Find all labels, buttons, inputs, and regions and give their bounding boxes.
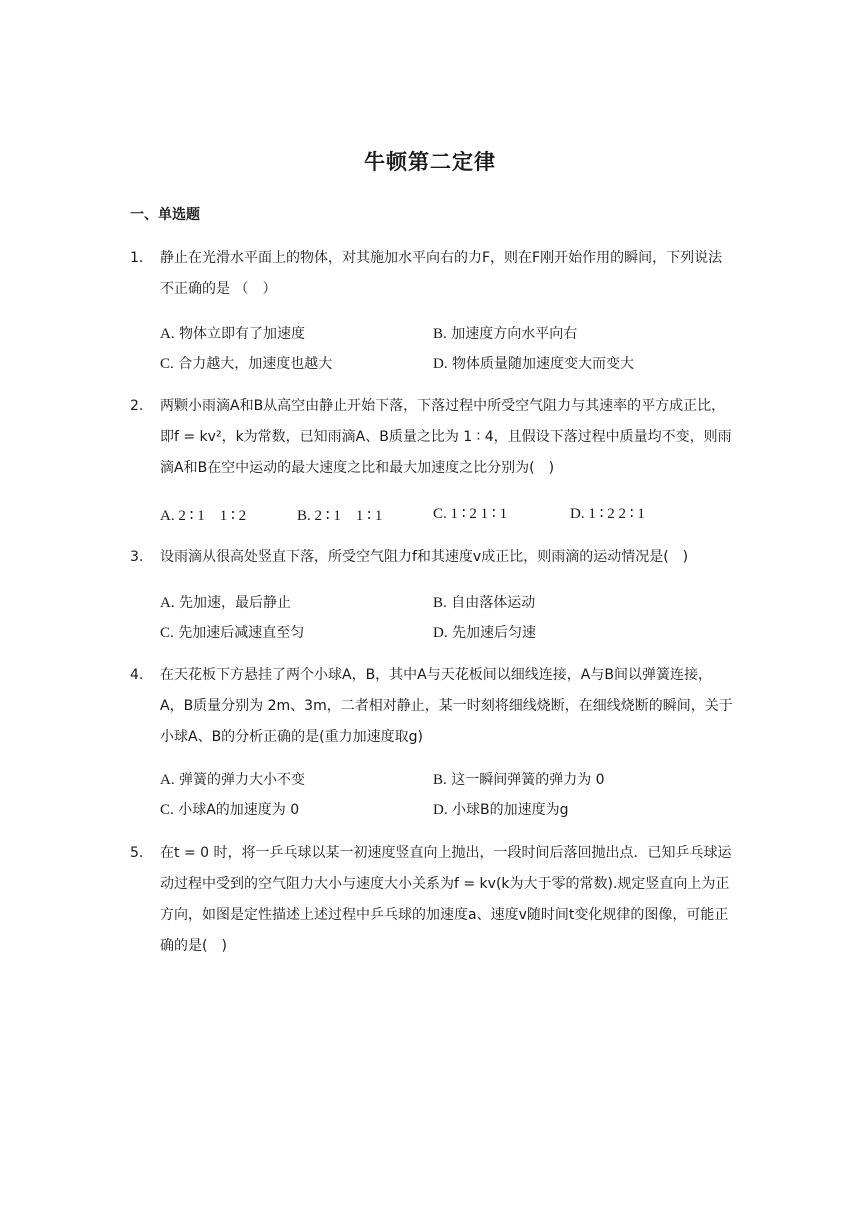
option-a[interactable] xyxy=(160,504,246,525)
question-number: 2. xyxy=(130,398,144,414)
option-key: D. xyxy=(433,802,448,818)
option-b[interactable] xyxy=(433,323,577,343)
question-text: 在t = 0 时，将一乒乓球以某一初速度竖直向上抛出，一段时间后落回抛出点．已知乒乓球运动过程中受到的空气阻力大小与速度大小关系为f = kv(k为大于零的常数).规定竖直向上为正方向，如图是定性描述上述过程中乒乓球的加速度a、速度v随时间t变化规律的图像，可能正确的是( ) xyxy=(160,845,732,954)
option-key: C. xyxy=(433,506,447,522)
option-b[interactable] xyxy=(433,769,605,789)
option-key: A. xyxy=(160,595,175,611)
option-b[interactable] xyxy=(433,592,535,612)
option-key: C. xyxy=(160,356,174,372)
option-d[interactable] xyxy=(570,504,645,523)
question-text: 两颗小雨滴A和B从高空由静止开始下落，下落过程中所受空气阻力与其速率的平方成正比，即f = kv²，k为常数，已知雨滴A、B质量之比为 1 ∶ 4，且假设下落过程中质量均不变，则雨滴A和B在空中运动的最大速度之比和最大加速度之比分别为( ) xyxy=(160,398,732,476)
question-5 xyxy=(130,845,734,962)
question-number: 1. xyxy=(130,250,144,266)
option-key: A. xyxy=(160,772,175,788)
option-a[interactable] xyxy=(160,769,305,789)
option-key: D. xyxy=(570,506,585,522)
option-text: 加速度方向水平向右 xyxy=(451,326,578,342)
option-d[interactable] xyxy=(433,622,536,642)
option-a[interactable] xyxy=(160,592,291,612)
option-text: 物体质量随加速度变大而变大 xyxy=(452,356,635,372)
option-text: 物体立即有了加速度 xyxy=(179,326,306,342)
option-key: B. xyxy=(433,772,447,788)
option-b[interactable] xyxy=(297,504,382,525)
option-text: 1 ∶ 2 2 ∶ 1 xyxy=(588,506,645,522)
option-a[interactable] xyxy=(160,323,305,343)
option-key: D. xyxy=(433,625,448,641)
option-text: 1 ∶ 2 1 ∶ 1 xyxy=(450,506,508,522)
option-key: D. xyxy=(433,356,448,372)
question-number: 4. xyxy=(130,667,144,683)
option-text: 小球B的加速度为g xyxy=(452,802,569,818)
option-c[interactable] xyxy=(433,504,507,523)
option-text: 弹簧的弹力大小不变 xyxy=(179,772,306,788)
option-key: B. xyxy=(297,508,311,524)
question-number: 3. xyxy=(130,549,144,565)
option-d[interactable] xyxy=(433,353,634,373)
option-text: 2 ∶ 1 1 ∶ 1 xyxy=(314,508,383,524)
option-key: A. xyxy=(160,508,175,524)
option-text: 2 ∶ 1 1 ∶ 2 xyxy=(178,508,247,524)
question-number: 5. xyxy=(130,845,144,861)
option-text: 合力越大，加速度也越大 xyxy=(178,356,333,372)
option-text: 先加速后减速直至匀 xyxy=(178,625,305,641)
option-c[interactable] xyxy=(160,622,304,642)
option-text: 先加速后匀速 xyxy=(452,625,537,641)
option-c[interactable] xyxy=(160,799,299,819)
question-2 xyxy=(130,398,734,484)
option-key: A. xyxy=(160,326,175,342)
option-c[interactable] xyxy=(160,353,332,373)
question-4 xyxy=(130,667,734,753)
question-text: 设雨滴从很高处竖直下落，所受空气阻力f和其速度v成正比，则雨滴的运动情况是( ) xyxy=(160,549,689,565)
option-key: C. xyxy=(160,802,174,818)
page-title: 牛顿第二定律 xyxy=(364,150,496,174)
section-heading: 一、单选题 xyxy=(130,207,200,223)
question-1 xyxy=(130,250,734,305)
option-text: 先加速，最后静止 xyxy=(179,595,292,611)
option-key: B. xyxy=(433,595,447,611)
question-text: 在天花板下方悬挂了两个小球A，B，其中A与天花板间以细线连接，A与B间以弹簧连接，A，B质量分别为 2m、3m，二者相对静止，某一时刻将细线烧断，在细线烧断的瞬间，关于小球A、B的分析正确的是(重力加速度取g) xyxy=(160,667,733,745)
option-text: 这一瞬间弹簧的弹力为 0 xyxy=(451,772,605,788)
option-d[interactable] xyxy=(433,799,569,819)
option-key: B. xyxy=(433,326,447,342)
question-text: 静止在光滑水平面上的物体，对其施加水平向右的力F，则在F刚开始作用的瞬间，下列说法不正确的是 （ ） xyxy=(160,250,723,297)
option-text: 小球A的加速度为 0 xyxy=(178,802,300,818)
question-3 xyxy=(130,549,734,573)
option-text: 自由落体运动 xyxy=(451,595,536,611)
option-key: C. xyxy=(160,625,174,641)
